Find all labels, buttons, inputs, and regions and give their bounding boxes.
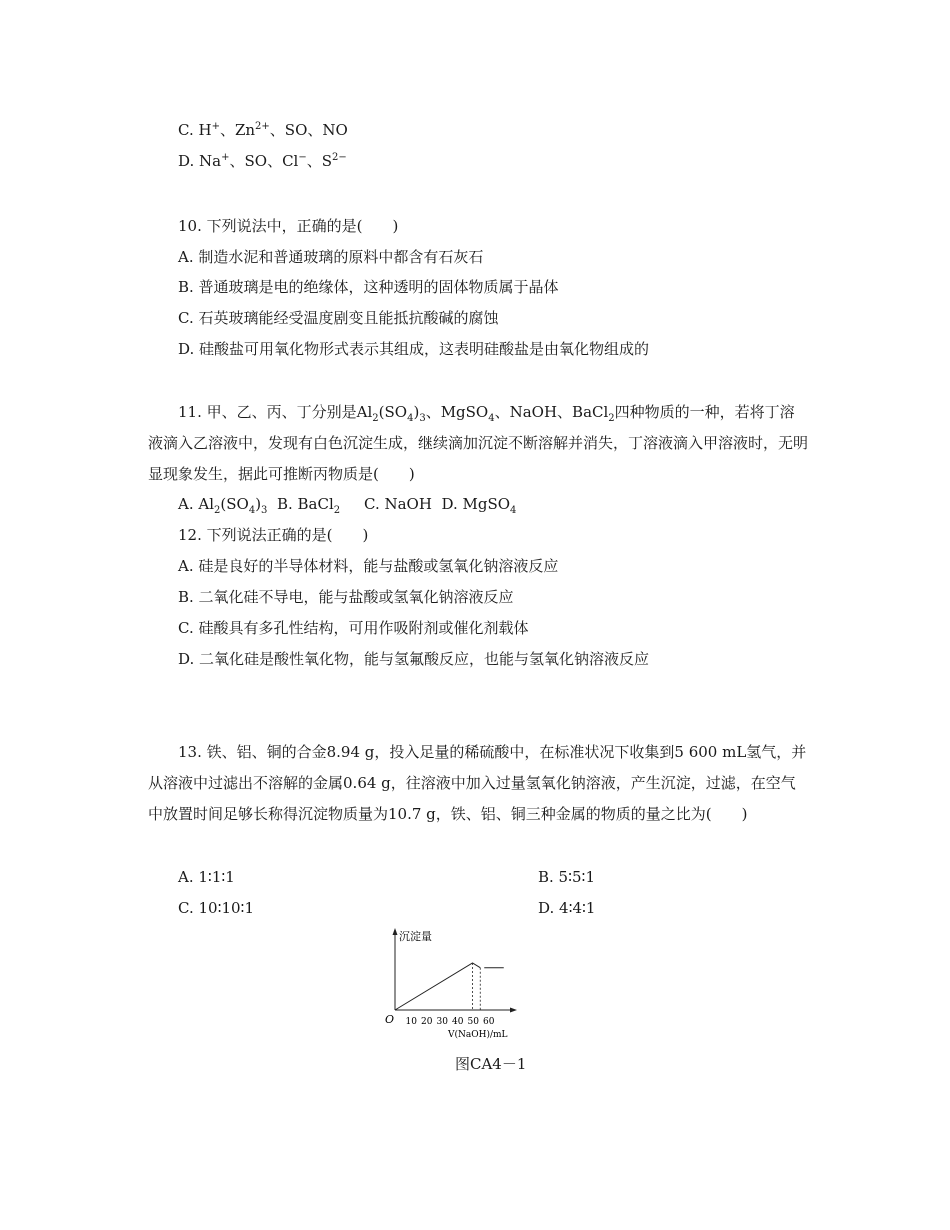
q9-option-c: C. H+、$Zn^{2+}$、SO、NO xyxy=(178,121,348,139)
x-axis-label: V(NaOH)/mL xyxy=(448,1030,508,1040)
x-tick-label: 20 xyxy=(421,1017,433,1027)
x-axis-arrow xyxy=(510,1008,517,1013)
q13-option-b: B. 5∶5∶1 xyxy=(538,868,595,886)
q10-option-d: D. 硅酸盐可用氧化物形式表示其组成，这表明硅酸盐是由氧化物组成的 xyxy=(178,340,650,358)
q10-option-b: B. 普通玻璃是电的绝缘体，这种透明的固体物质属于晶体 xyxy=(178,278,559,296)
x-tick-label: 10 xyxy=(405,1017,417,1027)
q13-option-c: C. 10∶10∶1 xyxy=(178,899,255,917)
q9-option-d: D. Na+、SO、Cl−、$S^{2-}$ xyxy=(178,152,347,170)
q10-option-a: A. 制造水泥和普通玻璃的原料中都含有石灰石 xyxy=(178,248,484,266)
q12-option-c: C. 硅酸具有多孔性结构，可用作吸附剂或催化剂载体 xyxy=(178,619,529,637)
q11-stem: 11. 甲、乙、丙、丁分别是$Al_2(SO_4)_3$、MgSO$_4$、NaOH、BaCl$_2$四种物质的一种，若将丁溶液滴入乙溶液中，发现有白色沉淀生成，继续滴加沉淀不断溶解并消失，丁溶液滴入甲溶液时，无明显现象发生，据此可推断丙物质是( ) xyxy=(148,403,809,483)
figure-caption: 图CA4－1 xyxy=(455,1055,527,1073)
y-axis-arrow xyxy=(393,928,398,935)
x-tick-label: 30 xyxy=(436,1017,448,1027)
precipitate-chart xyxy=(380,925,520,1045)
q13-option-d: D. 4∶4∶1 xyxy=(538,899,596,917)
q10-stem: 10. 下列说法中，正确的是( ) xyxy=(178,217,399,235)
precipitate-line xyxy=(395,963,480,1010)
q12-stem: 12. 下列说法正确的是( ) xyxy=(178,526,369,544)
q10-option-c: C. 石英玻璃能经受温度剧变且能抵抗酸碱的腐蚀 xyxy=(178,309,499,327)
x-tick-label: 50 xyxy=(467,1017,479,1027)
q12-option-a: A. 硅是良好的半导体材料，能与盐酸或氢氧化钠溶液反应 xyxy=(178,557,559,575)
y-axis-label: 沉淀量 xyxy=(399,930,432,943)
origin-label: O xyxy=(385,1013,395,1026)
x-tick-label: 40 xyxy=(452,1017,464,1027)
q11-options: A. $Al_2(SO_4)_3$ B. BaCl$_2$ C. NaOH D. MgSO$_4$ xyxy=(178,495,517,516)
q13-stem: 13. 铁、铝、铜的合金8.94 g，投入足量的稀硫酸中，在标准状况下收集到5 600 mL氢气，并从溶液中过滤出不溶解的金属0.64 g，往溶液中加入过量氢氧化钠溶液，产生沉淀，过滤，在空气中放置时间足够长称得沉淀物质量为10.7 g，铁、铝、铜三种金属的物质的量之比为( ) xyxy=(148,743,807,823)
q12-option-d: D. 二氧化硅是酸性氧化物，能与氢氟酸反应，也能与氢氧化钠溶液反应 xyxy=(178,650,650,668)
x-tick-label: 60 xyxy=(483,1017,495,1027)
q12-option-b: B. 二氧化硅不导电，能与盐酸或氢氧化钠溶液反应 xyxy=(178,588,514,606)
q13-option-a: A. 1∶1∶1 xyxy=(178,868,235,886)
